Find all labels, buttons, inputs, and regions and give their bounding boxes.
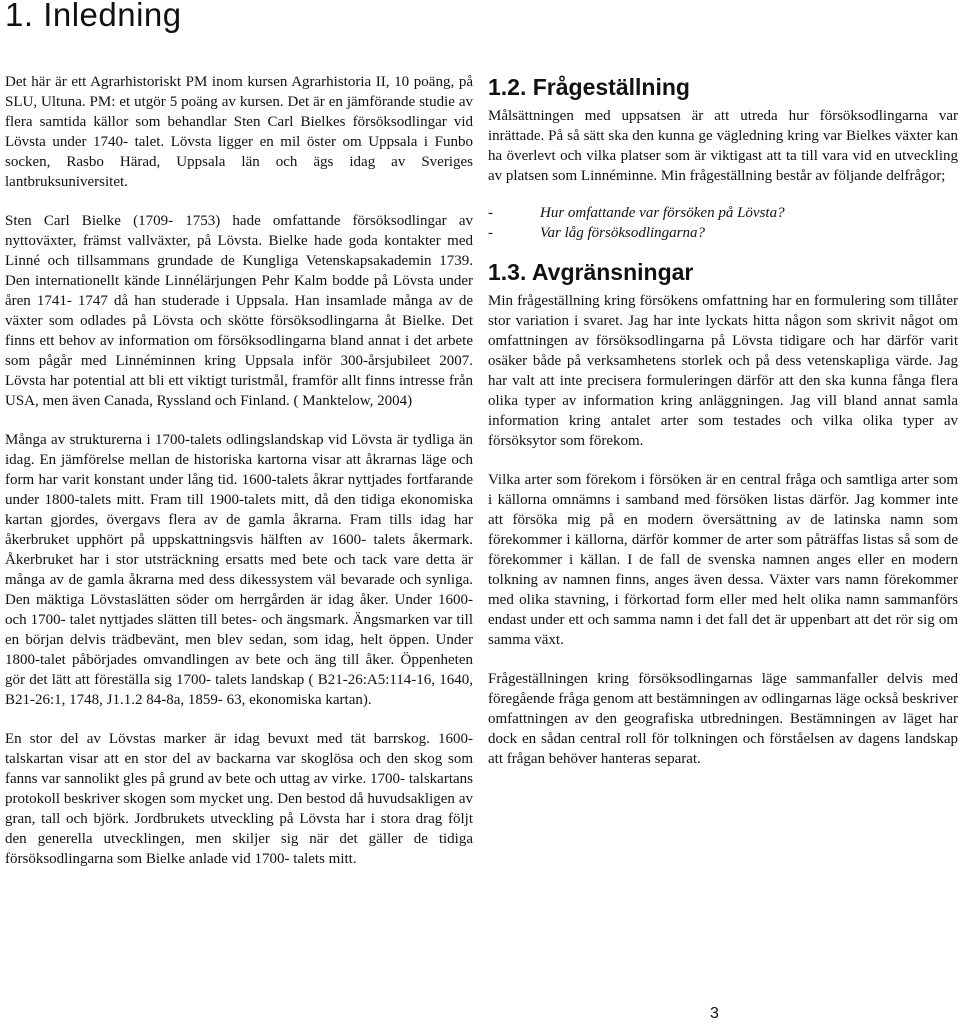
intro-paragraph-2: Sten Carl Bielke (1709- 1753) hade omfattande försöksodlingar av nyttoväxter, främst vallväxter, på Lövsta. Bielke hade goda kontakter med Linné och tillsammans grundade de Kungliga Vetenskapsakademin 1739. Den internationellt kände Linnélärjungen Pehr Kalm bodde på Lövsta under åren 1741- 1747 då han studerade i Uppsala. Han insamlade många av de växter som odlades på Lövsta och skötte försöksodlingarna åt Bielke. Det finns ett behov av information om försöksodlingarna bland annat i det arbete som pågår med Linnéminnen kring Uppsala inför 300-årsjubileet 2007. Lövsta har potential att bli ett viktigt turistmål, framför allt finns intresse från USA, men även Canada, Ryssland och Finland. ( Manktelow, 2004) [5, 213, 473, 409]
intro-paragraph-4: En stor del av Lövstas marker är idag bevuxt med tät barrskog. 1600- talskartan visar att en stor del av backarna var skoglösa och den skog som fanns var sannolikt gles på grund av bete och uttag av virke. 1700- talskartans protokoll beskriver skogen som mycket ung. Den bestod då huvudsakligen av gran, tall och björk. Jordbrukets utveckling på Lövsta har i stora drag följt den generella utvecklingen, men skiljer sig när det gäller de tidiga försöksodlingarna som Bielke anlade vid 1700- talets mitt. [5, 731, 473, 867]
list-item [488, 223, 958, 243]
avgransningar-paragraph-2: Vilka arter som förekom i försöken är en central fråga och samtliga arter som i källorna omnämns i samband med försöken listas därför. Jag kommer inte att försöka mig på en modern översättning av de latinska namn som förekommer i källorna, därför kommer de arter som påträffas listas så som de förekommer i källan. I de fall de svenska namnen anges eller en modern tolkning av namnen finns, anges även dessa. Växter vars namn förekommer med olika stavning, i förkortad form eller med helt olika namn sammanförs endast under ett och samma namn i det fall det är uppenbart att det rör sig om samma växt. [488, 472, 958, 648]
question-text: Hur omfattande var försöken på Lövsta? [540, 205, 785, 221]
intro-paragraph-1: Det här är ett Agrarhistoriskt PM inom kursen Agrarhistoria II, 10 poäng, på SLU, Ultuna. PM: et utgör 5 poäng av kursen. Det är en jämförande studie av flera samtida källor som behandlar Sten Carl Bielkes försöksodlingar vid Lövsta under 1740- talet. Lövsta ligger en mil öster om Uppsala i Funbo socken, Rasbo Härad, Uppsala län och ägs idag av Sveriges lantbruksuniversitet. [5, 74, 473, 190]
left-column [5, 72, 473, 888]
page-number: 3 [710, 1005, 719, 1022]
avgransningar-paragraph-3: Frågeställningen kring försöksodlingarnas läge sammanfaller delvis med föregående fråga genom att bestämningen av odlingarnas läge också beskriver omfattningen av den geografiska utbredningen. Bestämningen av läget har dock en sådan central roll för tolkningen och förståelsen av dagens landskap att frågan behöver hanteras separat. [488, 671, 958, 767]
section-heading-avgransningar: 1.3. Avgränsningar [488, 259, 694, 285]
chapter-heading: 1. Inledning [5, 0, 182, 33]
question-list [488, 203, 958, 243]
section-heading-fragestallning: 1.2. Frågeställning [488, 74, 690, 100]
list-bullet: - [488, 225, 493, 241]
question-text: Var låg försöksodlingarna? [540, 225, 706, 241]
right-column [488, 72, 958, 788]
list-item [488, 203, 958, 223]
intro-paragraph-3: Många av strukturerna i 1700-talets odlingslandskap vid Lövsta är tydliga än idag. En jämförelse mellan de historiska kartorna visar att åkrarnas läge och form har varit konstant under lång tid. 1600-talets åkrar nyttjades fortfarande under 1800-talets mitt. Fram till 1900-talets mitt, då den tidiga ekonomiska kartan gjordes, övergavs flera av de gamla åkrarna. Fram tills idag har åkerbruket upphört på uppskattningsvis hälften av 1600- talets åkermark. Åkerbruket har i stor utsträckning ersatts med bete och tack vare detta är många av de gamla åkrarna med dess dikessystem väl bevarade och synliga. Den mäktiga Lövstaslätten söder om herrgården är idag åker. Under 1600- och 1700- talet nyttjades slätten till betes- och ängsmark. Ängsmarken var till en början delvis trädbevänt, men blev sedan, som idag, helt öppen. Under 1800-talet påbörjades omvandlingen av bete och äng till åker. Öppenheten gör det lätt att föreställa sig 1700- talets landskap ( B21-26:A5:114-16, 1640, B21-26:1, 1748, J1.1.2 84-8a, 1859- 63, ekonomiska kartan). [5, 432, 473, 708]
fragestallning-paragraph: Målsättningen med uppsatsen är att utreda hur försöksodlingarna var inrättade. På så sätt ska den kunna ge vägledning kring var Bielkes växter kan ha överlevt och vilka platser som är viktigast att ta till vara vid en utveckling av platsen som Linnéminne. Min frågeställning består av följande delfrågor; [488, 108, 958, 184]
avgransningar-paragraph-1: Min frågeställning kring försökens omfattning har en formulering som tillåter stor variation i svaret. Jag har inte lyckats hitta någon som skrivit något om omfattningen av försöksodlingarna på Lövsta tidigare och har därför varit osäker både på verksamhetens storlek och på dess vetenskapliga värde. Jag har valt att inte precisera formuleringen därför att den ska kunna fånga flera olika typer av information kring anläggningen. Jag vill bland annat samla information kring antalet arter som testades och vilka olika typer av försöksytor som förekom. [488, 293, 958, 449]
list-bullet: - [488, 205, 493, 221]
